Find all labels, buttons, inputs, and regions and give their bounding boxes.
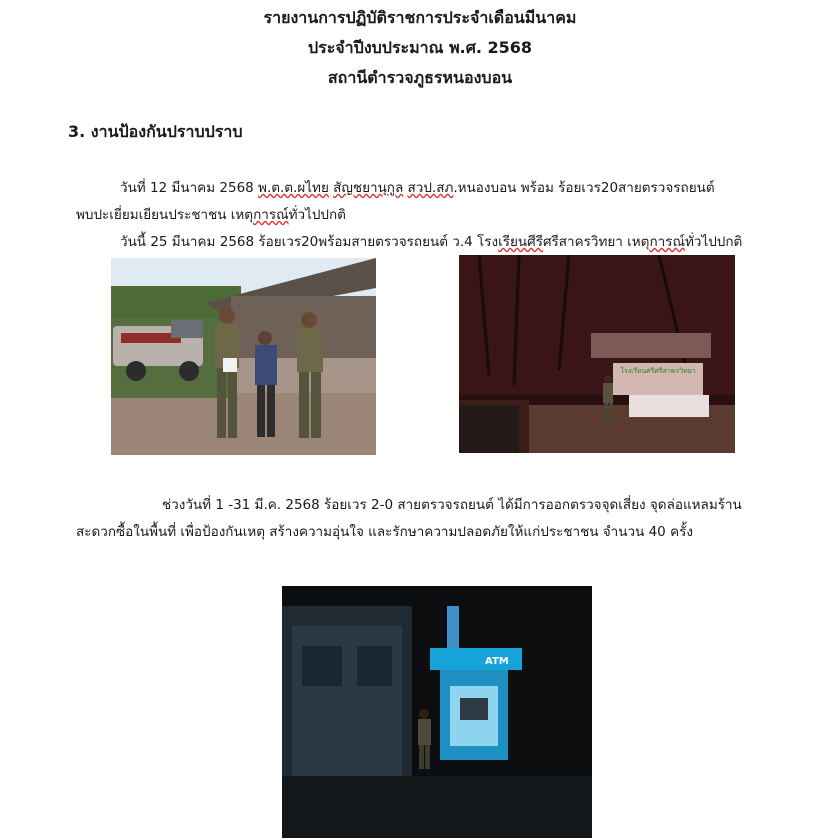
text-run: วันที่ 12 มีนาคม 2568: [120, 180, 259, 196]
paragraph-1-line-2: [76, 202, 346, 229]
text-run: ทั่วไปปกติ: [684, 234, 743, 250]
officer-name: สัญชยานุกูล: [333, 180, 404, 196]
photo-community-visit: [111, 258, 376, 455]
photo-atm-patrol: [282, 586, 592, 838]
fiscal-year: ประจำปีงบประมาณ พ.ศ. 2568: [307, 38, 533, 57]
text-run: เรียนศีรี: [498, 234, 543, 250]
paragraph-3-line-1: ช่วงวันที่ 1 -31 มี.ค. 2568 ร้อยเวร 2-0 สายตรวจรถยนต์ ได้มีการออกตรวจจุดเสี่ยง จุดล่อแหลมร้าน: [162, 497, 742, 513]
text-run: วันนี้ 25 มีนาคม 2568 ร้อยเวร20พร้อมสายตรวจรถยนต์ ว.4 โรง: [120, 234, 499, 250]
paragraph-3-line-2: สะดวกซื้อในพื้นที่ เพื่อป้องกันเหตุ สร้างความอุ่นใจ และรักษาความปลอดภัยให้แก่ประชาชน จำนวน 40 ครั้ง: [76, 524, 693, 540]
position: สวป.สภ: [407, 180, 454, 196]
paragraph-2: [120, 229, 742, 256]
text-run: พบปะเยี่ยมเยียนประชาชน เหตุ: [76, 207, 254, 223]
text-run: การณ์: [253, 207, 289, 223]
text-run: ศรีสาครวิทยา เหตุ: [542, 234, 650, 250]
section-heading: 3. งานป้องกันปราบปราบ: [68, 122, 243, 141]
text-run: .หนองบอน พร้อม ร้อยเวร20สายตรวจรถยนต์: [453, 180, 715, 196]
text-run: การณ์: [649, 234, 685, 250]
photo-school-patrol: [459, 255, 735, 453]
text-run: ทั่วไปปกติ: [288, 207, 346, 223]
station-name: สถานีตำรวจภูธรหนองบอน: [327, 68, 513, 87]
school-sign-text: โรงเรียนศรีศรีสาครวิทยา: [620, 367, 696, 375]
report-title: รายงานการปฏิบัติราชการประจำเดือนมีนาคม: [263, 8, 577, 27]
paragraph-1-line-1: [120, 175, 715, 202]
atm-sign-text: ATM: [485, 656, 509, 667]
officer-rank: พ.ต.ต.ผไทย: [258, 180, 329, 196]
